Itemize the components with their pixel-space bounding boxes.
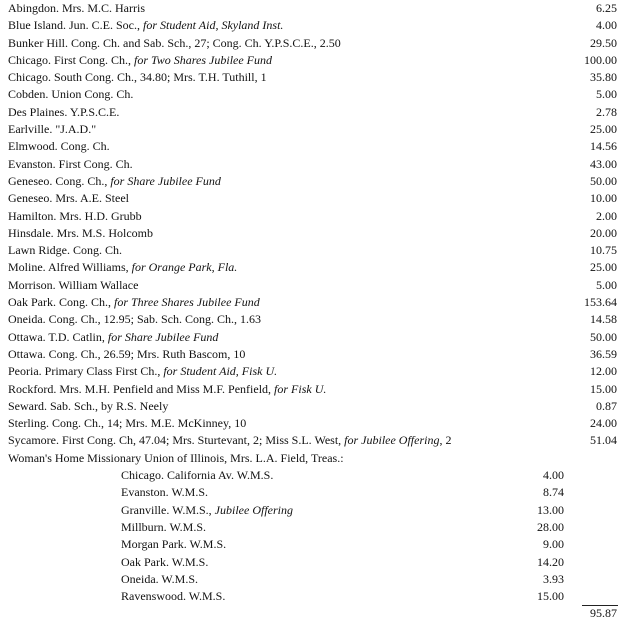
entry-text: Earlville. "J.A.D.": [8, 122, 97, 137]
entry-purpose: for Two Shares Jubilee Fund: [134, 52, 273, 67]
entry-description: [8, 450, 344, 467]
entry-amount: 6.25: [596, 1, 617, 15]
sub-entry-amount: 14.20: [537, 554, 564, 569]
entry-row: [0, 190, 627, 207]
sub-entry-description: [121, 484, 208, 501]
sub-entry-purpose: Jubilee Offering: [214, 502, 293, 517]
entry-description: [8, 225, 153, 242]
entry-text: Oak Park. Cong. Ch.,: [8, 295, 114, 310]
sub-entry-text: Ravenswood. W.M.S.: [121, 589, 226, 604]
entry-row: [0, 346, 627, 363]
entry-text: Seward. Sab. Sch., by R.S. Neely: [8, 398, 169, 413]
entry-row: [0, 311, 627, 328]
entry-description: [8, 294, 260, 311]
sub-entry-description: [121, 467, 273, 484]
entry-description: [8, 0, 145, 17]
entry-tail: , 2: [439, 433, 452, 448]
sub-entry-text: Evanston. W.M.S.: [121, 485, 209, 500]
entry-purpose: for Three Shares Jubilee Fund: [114, 295, 260, 310]
entry-description: [8, 381, 326, 398]
sub-entry-row: [0, 554, 627, 571]
entry-description: [8, 259, 237, 276]
entry-amount: 5.00: [596, 87, 617, 102]
entry-row: [0, 450, 627, 467]
entry-purpose: for Jubilee Offering: [344, 433, 440, 448]
entry-row: [0, 0, 627, 17]
entry-amount: 100.00: [584, 52, 617, 67]
sub-entry-amount: 28.00: [537, 519, 564, 534]
entry-amount: 35.80: [590, 70, 617, 85]
entry-description: [8, 363, 277, 380]
entry-purpose: for Fisk U.: [274, 381, 327, 396]
entry-row: [0, 86, 627, 103]
entry-row: [0, 277, 627, 294]
entry-text: Evanston. First Cong. Ch.: [8, 156, 133, 171]
sub-entry-text: Morgan Park. W.M.S.: [121, 537, 227, 552]
sub-entry-description: [121, 502, 293, 519]
entry-amount: 2.00: [596, 208, 617, 223]
sub-entry-row: [0, 519, 627, 536]
entry-amount: 4.00: [596, 18, 617, 33]
entry-amount: 153.64: [584, 295, 617, 310]
entry-row: [0, 138, 627, 155]
entry-description: [8, 35, 341, 52]
entry-description: [8, 156, 133, 173]
entry-row: [0, 398, 627, 415]
sub-entry-row: [0, 502, 627, 519]
entry-text: Ottawa. Cong. Ch., 26.59; Mrs. Ruth Bascom, 10: [8, 346, 246, 361]
entry-amount: 20.00: [590, 225, 617, 240]
sub-entry-text: Millburn. W.M.S.: [121, 519, 207, 534]
sub-entry-amount: 8.74: [543, 485, 564, 500]
entry-text: Abingdon. Mrs. M.C. Harris: [8, 1, 145, 15]
entry-amount: 15.00: [590, 381, 617, 396]
sub-entry-amount: 9.00: [543, 537, 564, 552]
sub-entry-text: Oak Park. W.M.S.: [121, 554, 209, 569]
entry-text: Elmwood. Cong. Ch.: [8, 139, 110, 154]
entry-row: [0, 363, 627, 380]
sub-entry-amount: 13.00: [537, 502, 564, 517]
entry-description: [8, 173, 221, 190]
entry-amount: 14.58: [590, 312, 617, 327]
entry-description: [8, 52, 272, 69]
entry-text: Sycamore. First Cong. Ch, 47.04; Mrs. Sturtevant, 2; Miss S.L. West,: [8, 433, 345, 448]
sub-entry-row: [0, 571, 627, 588]
entry-text: Lawn Ridge. Cong. Ch.: [8, 243, 122, 258]
entry-text: Geneseo. Mrs. A.E. Steel: [8, 191, 129, 206]
entry-description: [8, 121, 96, 138]
entry-row: [0, 173, 627, 190]
entry-text: Ottawa. T.D. Catlin,: [8, 329, 108, 344]
entry-text: Bunker Hill. Cong. Ch. and Sab. Sch., 27; Cong. Ch. Y.P.S.C.E., 2.50: [8, 35, 341, 50]
entry-description: [8, 208, 142, 225]
entry-text: Cobden. Union Cong. Ch.: [8, 87, 134, 102]
entry-description: [8, 242, 122, 259]
entry-amount: 25.00: [590, 122, 617, 137]
entry-row: [0, 52, 627, 69]
entry-amount: 14.56: [590, 139, 617, 154]
entry-amount: 29.50: [590, 35, 617, 50]
entry-amount: 43.00: [590, 156, 617, 171]
entry-amount: 2.78: [596, 104, 617, 119]
whmu-sub-entries: [0, 467, 627, 605]
entry-row: [0, 329, 627, 346]
sub-entry-row: [0, 536, 627, 553]
sub-entry-description: [121, 519, 206, 536]
entry-text: Geneseo. Cong. Ch.,: [8, 173, 111, 188]
subtotal-row: [0, 605, 627, 622]
entry-row: [0, 17, 627, 34]
entry-description: [8, 138, 110, 155]
sub-entry-text: Chicago. California Av. W.M.S.: [121, 468, 274, 483]
entry-description: [8, 17, 283, 34]
sub-entry-description: [121, 571, 198, 588]
entry-amount: 12.00: [590, 364, 617, 379]
entry-purpose: for Student Aid, Fisk U.: [163, 364, 278, 379]
entry-amount: 0.87: [596, 398, 617, 413]
entry-text: Hamilton. Mrs. H.D. Grubb: [8, 208, 142, 223]
sub-entry-row: [0, 484, 627, 501]
sub-entry-text: Oneida. W.M.S.: [121, 571, 199, 586]
sub-entry-description: [121, 554, 208, 571]
entry-description: [8, 104, 119, 121]
entry-description: [8, 329, 218, 346]
entry-row: [0, 35, 627, 52]
subtotal-amount: 95.87: [590, 606, 617, 621]
sub-entry-description: [121, 588, 225, 605]
entry-text: Chicago. South Cong. Ch., 34.80; Mrs. T.H. Tuthill, 1: [8, 70, 267, 85]
entry-text: Des Plaines. Y.P.S.C.E.: [8, 104, 120, 119]
sub-entry-amount: 4.00: [543, 468, 564, 483]
entry-text: Woman's Home Missionary Union of Illinois, Mrs. L.A. Field, Treas.:: [8, 450, 344, 465]
entry-row: [0, 381, 627, 398]
entry-row: [0, 225, 627, 242]
sub-entry-text: Granville. W.M.S.,: [121, 502, 215, 517]
entry-text: Oneida. Cong. Ch., 12.95; Sab. Sch. Cong. Ch., 1.63: [8, 312, 262, 327]
entry-text: Sterling. Cong. Ch., 14; Mrs. M.E. McKinney, 10: [8, 416, 247, 431]
entry-text: Rockford. Mrs. M.H. Penfield and Miss M.F. Penfield,: [8, 381, 275, 396]
sub-entry-row: [0, 588, 627, 605]
entry-amount: 10.75: [590, 243, 617, 258]
entry-description: [8, 86, 133, 103]
entry-row: [0, 415, 627, 432]
sub-entry-amount: 15.00: [537, 589, 564, 604]
entry-description: [8, 415, 246, 432]
entry-row: [0, 121, 627, 138]
entry-amount: 5.00: [596, 277, 617, 292]
entry-text: Hinsdale. Mrs. M.S. Holcomb: [8, 225, 153, 240]
entry-purpose: for Share Jubilee Fund: [110, 173, 221, 188]
entry-description: [8, 190, 129, 207]
entry-description: [8, 398, 168, 415]
entry-row: [0, 259, 627, 276]
entry-amount: 24.00: [590, 416, 617, 431]
entry-amount: 36.59: [590, 346, 617, 361]
entry-row: [0, 104, 627, 121]
sub-entry-description: [121, 536, 226, 553]
sub-entry-row: [0, 467, 627, 484]
entry-text: Peoria. Primary Class First Ch.,: [8, 364, 164, 379]
entry-description: [8, 311, 261, 328]
entry-amount: 50.00: [590, 329, 617, 344]
entry-amount: 50.00: [590, 173, 617, 188]
entry-description: [8, 69, 267, 86]
entry-description: [8, 346, 245, 363]
entry-purpose: for Share Jubilee Fund: [107, 329, 219, 344]
entry-description: [8, 277, 138, 294]
entry-row: [0, 294, 627, 311]
entry-row: [0, 156, 627, 173]
entry-purpose: for Student Aid, Skyland Inst.: [143, 18, 284, 33]
sub-entry-amount: 3.93: [543, 571, 564, 586]
entry-row: [0, 69, 627, 86]
entry-row: [0, 208, 627, 225]
entry-text: Chicago. First Cong. Ch.,: [8, 52, 135, 67]
entry-text: Morrison. William Wallace: [8, 277, 139, 292]
entry-row: [0, 432, 627, 449]
entry-purpose: for Orange Park, Fla.: [131, 260, 238, 275]
entry-text: Blue Island. Jun. C.E. Soc.,: [8, 18, 143, 33]
entry-amount: 10.00: [590, 191, 617, 206]
entry-description: [8, 432, 451, 449]
entry-amount: 51.04: [590, 433, 617, 448]
entry-row: [0, 242, 627, 259]
entry-text: Moline. Alfred Williams,: [8, 260, 132, 275]
entry-amount: 25.00: [590, 260, 617, 275]
